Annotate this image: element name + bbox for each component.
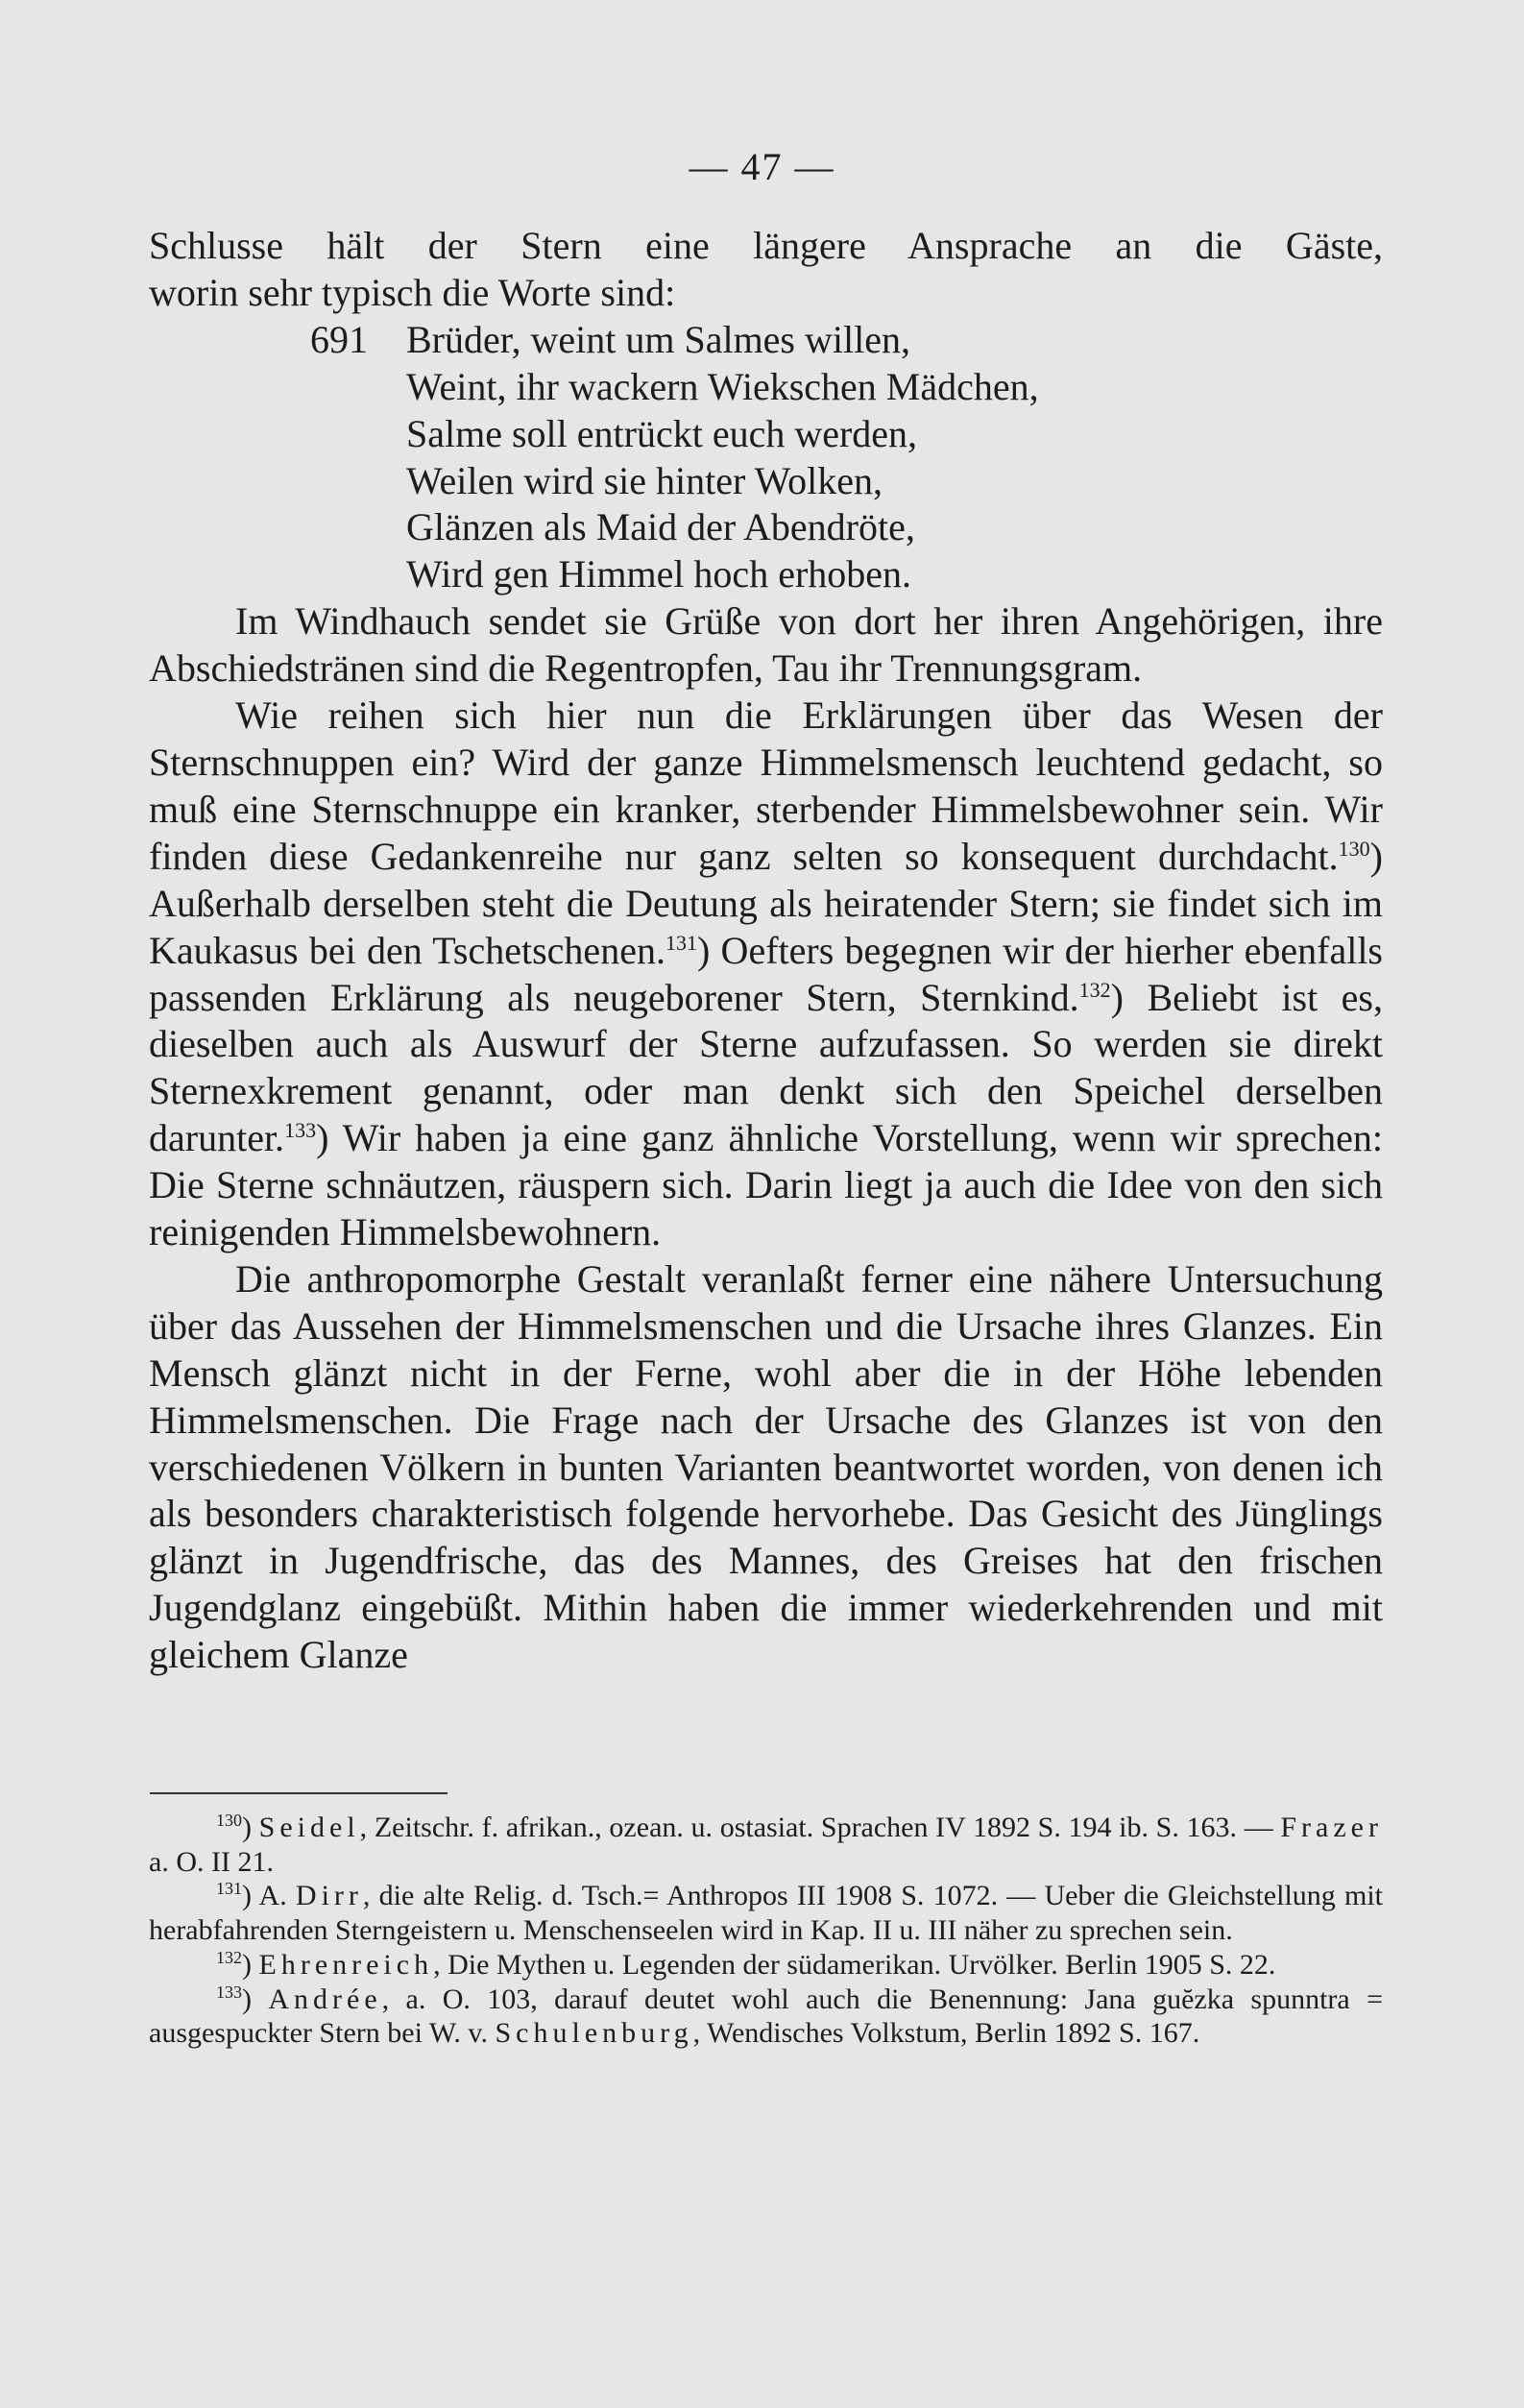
paragraph-greetings: Im Windhauch sendet sie Grüße von dort her ihren Angehörigen, ihre Abschiedstränen sind die Regentropfen, Tau ihr Trennungsgram. bbox=[149, 599, 1383, 691]
page-number: — 47 — bbox=[689, 145, 835, 188]
footnote-131: $^{131}$) A. Dirr, die alte Relig. d. Tsch.= Anthropos III 1908 S. 1072. — Ueber die Gleichstellung mit herabfahrenden Sterngeistern u. Menschenseelen wird in Kap. II u. III näher zu sprechen sein. bbox=[149, 1879, 1383, 1947]
paragraph-anthropomorphic: Die anthropomorphe Gestalt veranlaßt ferner eine nähere Untersuchung über das Aussehen der Himmelsmenschen und die Ursache ihres Glanzes. Ein Mensch glänzt nicht in der Ferne, wohl aber die in der Höhe lebenden Himmelsmenschen. Die Frage nach der Ursache des Glanzes ist von den verschiedenen Völkern in bunten Varianten beantwortet worden, von denen ich als besonders charakteristisch folgende hervorhebe. Das Gesicht des Jünglings glänzt in Jugendfrische, das des Mannes, des Greises hat den frischen Jugendglanz eingebüßt. Mithin haben die immer wiederkehrenden und mit gleichem Glanze bbox=[149, 1256, 1383, 1677]
verse-line: Salme soll entrückt euch werden, bbox=[406, 411, 918, 455]
verse-line: Weilen wird sie hinter Wolken, bbox=[406, 458, 883, 502]
footnote-ref: 131 bbox=[665, 930, 697, 955]
intro-line-2: worin sehr typisch die Worte sind: bbox=[149, 270, 676, 314]
main-text bbox=[149, 223, 1383, 1679]
footnote-132: $^{132}$) Ehrenreich, Die Mythen u. Legenden der südamerikan. Urvölker. Berlin 1905 S. 22. bbox=[216, 1947, 1276, 1981]
footnote-ref: 132 bbox=[1078, 977, 1111, 1002]
verse-number: 691 bbox=[310, 317, 368, 361]
footnote-divider bbox=[150, 1792, 448, 1794]
footnote-ref: 133 bbox=[284, 1118, 317, 1143]
verse-line: Weint, ihr wackern Wiekschen Mädchen, bbox=[406, 364, 1039, 408]
verse-line: Glänzen als Maid der Abendröte, bbox=[406, 505, 915, 549]
footnotes bbox=[149, 1811, 1383, 2051]
footnote-ref: 130 bbox=[1338, 836, 1370, 861]
verse-line: 691 Brüder, weint um Salmes willen, bbox=[149, 317, 1383, 364]
verse-line: Wird gen Himmel hoch erhoben. bbox=[406, 552, 912, 596]
footnote-133: $^{133}$) Andrée, a. O. 103, darauf deutet wohl auch die Benennung: Jana guĕzka spunntra = ausgespuckter Stern bei W. v. Schulenburg, Wendisches Volkstum, Berlin 1892 S. 167. bbox=[149, 1982, 1383, 2050]
paragraph-shooting-stars: Wie reihen sich hier nun die Erklärungen über das Wesen der Sternschnuppen ein? Wird der ganze Himmelsmensch leuchtend gedacht, so muß eine Sternschnuppe ein kranker, sterbender Himmelsbewohner sein. Wir finden diese Gedankenreihe nur ganz selten so konsequent durchdacht.$^{130}$) Außerhalb derselben steht die Deutung als heiratender Stern; sie findet sich im Kaukasus bei den Tschetschenen.$^{131}$) Oefters begegnen wir der hierher ebenfalls passenden Erklärung als neugeborener Stern, Sternkind.$^{132}$) Beliebt ist es, dieselben auch als Auswurf der Sterne aufzufassen. So werden sie direkt Sternexkrement genannt, oder man denkt sich den Speichel derselben darunter.$^{133}$) Wir haben ja eine ganz ähnliche Vorstellung, wenn wir sprechen: Die Sterne schnäutzen, räuspern sich. Darin liegt ja auch die Idee von den sich reinigenden Himmelsbewohnern. bbox=[149, 693, 1383, 1254]
intro-line-1: Schlusse hält der Stern eine längere Ansprache an die Gäste, bbox=[149, 224, 1383, 267]
quoted-verse bbox=[149, 317, 1383, 598]
footnote-130: $^{130}$) Seidel, Zeitschr. f. afrikan., ozean. u. ostasiat. Sprachen IV 1892 S. 194 ib. S. 163. — Frazer a. O. II 21. bbox=[149, 1811, 1383, 1878]
